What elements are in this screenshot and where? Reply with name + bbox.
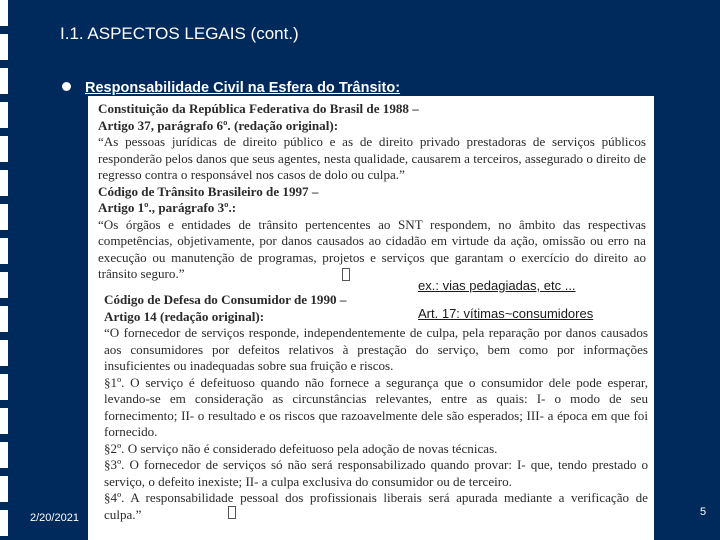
block1-quote: “As pessoas jurídicas de direito público e as de direito privado prestadoras de serviços públicos responderão pelos danos que seus agentes, nesta qualidade, causarem a terceiros, assegurado o direito de regresso contra o responsável nos casos de dolo ou culpa.” [98,134,646,182]
legal-text-top [98,101,646,283]
bullet-item [62,80,582,96]
annotation-note-2: Art. 17: vítimas~consumidores [418,306,594,321]
slide-title: I.1. ASPECTOS LEGAIS (cont.) [60,24,299,43]
footer-date: 2/20/2021 [30,512,79,524]
legal-text-bottom [104,292,648,523]
bullet-dot-icon [62,82,71,91]
block1-heading2: Artigo 37, parágrafo 6º. (redação original): [98,117,339,133]
block3-paragraph1: §1º. O serviço é defeituoso quando não fornece a segurança que o consumidor dele pode esperar, levando-se em consideração as circunstâncias relevantes, entre as quais: I- o modo de seu fornecimento; II- o resultado e os riscos que razoavelmente dele são esperados; III- a época em que foi fornecido. [104,374,648,439]
page-number: 5 [700,506,707,518]
block3-heading2: Artigo 14 (redação original): [104,308,265,324]
block3-heading1: Código de Defesa do Consumidor de 1990 – [104,292,347,307]
block3-paragraph4: §4º. A responsabilidade pessoal dos profissionais liberais será apurada mediante a verificação de culpa.” [104,490,648,522]
bullet-text: Responsabilidade Civil na Esfera do Trânsito: [85,80,401,96]
box-marker-icon [228,506,236,519]
block1-heading1: Constituição da República Federativa do Brasil de 1988 – [98,101,419,116]
annotation-note-1: ex.: vias pedagiadas, etc ... [418,278,576,293]
left-decorative-bar [0,0,12,540]
block2-heading2: Artigo 1º., parágrafo 3º.: [98,200,237,215]
block2-quote: “Os órgãos e entidades de trânsito pertencentes ao SNT respondem, no âmbito das respectivas competências, objetivamente, por danos causados ao cidadão em virtude da ação, omissão ou erro na execução ou manutenção de programas, projetos e serviços que garantam o exercício do direito ao trânsito seguro.” [98,216,646,281]
block3-paragraph3: §3º. O fornecedor de serviços só não será responsabilizado quando provar: I- que, tendo prestado o serviço, o defeito inexiste; II- a culpa exclusiva do consumidor ou de terceiro. [104,457,648,489]
block3-quote: “O fornecedor de serviços responde, independentemente de culpa, pela reparação por danos causados aos consumidores por defeitos relativos à prestação do serviço, bem como por informações insuficientes ou inadequadas sobre sua fruição e riscos. [104,325,648,373]
block3-paragraph2: §2º. O serviço não é considerado defeituoso pela adoção de novas técnicas. [104,440,498,456]
box-marker-icon [342,268,350,281]
legal-text-image [88,96,654,540]
block2-heading1: Código de Trânsito Brasileiro de 1997 – [98,183,319,199]
